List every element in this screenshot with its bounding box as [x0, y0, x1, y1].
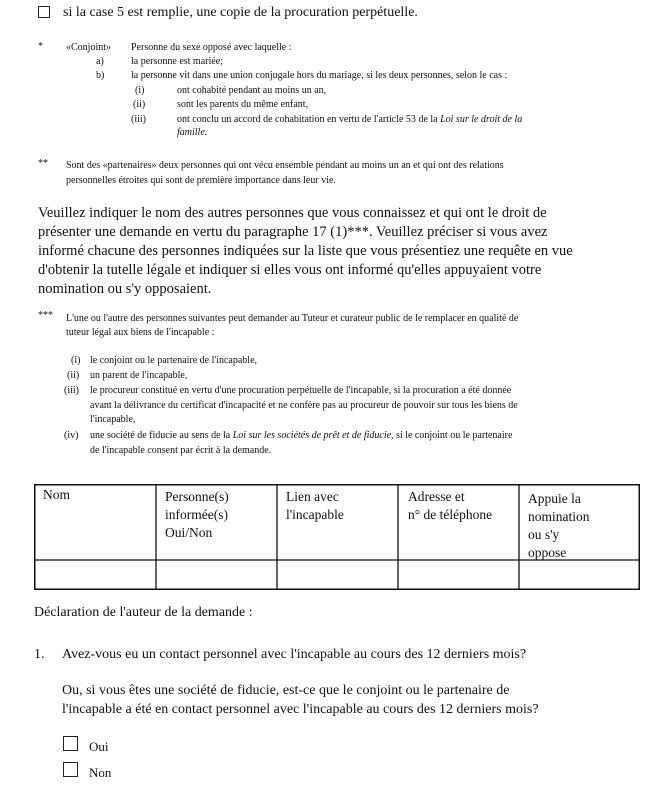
question-alt-line2: l'incapable a été en contact personnel avec l'incapable au cours des 12 derniers mois? — [62, 702, 539, 717]
def-iii-text: ont conclu un accord de cohabitation en vertu de l'article 53 de la Loi sur le droit de la — [177, 114, 523, 125]
col-header-nom: Nom — [43, 487, 70, 502]
def-b-text: la personne vit dans une union conjugale hors du mariage, si les deux personnes, selon le cas : — [131, 70, 508, 81]
instruction-line1: Veuillez indiquer le nom des autres personnes que vous connaissez et qui ont le droit de — [38, 205, 547, 221]
def-ii-label: (ii) — [133, 99, 146, 110]
def-term-conjoint: «Conjoint» — [66, 42, 112, 53]
note-iv-line2: de l'incapable consent par écrit à la demande. — [90, 445, 272, 456]
def-partenaires-marker: ** — [38, 158, 48, 169]
def-i-text: ont cohabité pendant au moins un an, — [177, 85, 327, 96]
def-conjoint-text: Personne du sexe opposé avec laquelle : — [131, 42, 292, 53]
def-i-label: (i) — [135, 85, 145, 96]
table-cell-lien[interactable] — [279, 562, 396, 588]
def-iii-italic: famille. — [177, 127, 208, 138]
col-header-adresse: Adresse et n° de téléphone — [408, 489, 493, 522]
instruction-line4: d'obtenir la tutelle légale et indiquer si elles vous ont informé qu'elles appuyaient votre — [38, 262, 542, 278]
note-iv-label: (iv) — [64, 430, 79, 441]
def-ii-text: sont les parents du même enfant, — [177, 99, 309, 110]
col-header-appuie: Appuie la nomination ou s'y oppose — [528, 491, 590, 560]
question-text: Avez-vous eu un contact personnel avec l'incapable au cours des 12 derniers mois? — [62, 647, 527, 662]
col-header-informees: Personne(s) informée(s) Oui/Non — [165, 489, 229, 540]
note-iii-line1: le procureur constitué en vertu d'une procuration perpétuelle de l'incapable, si la procuration a été donnée — [90, 385, 512, 396]
question-alt-line1: Ou, si vous êtes une société de fiducie, est-ce que le conjoint ou le partenaire de — [62, 683, 510, 698]
persons-table — [34, 484, 640, 590]
def-marker: * — [38, 41, 43, 52]
col-header-lien: Lien avec l'incapable — [286, 489, 344, 522]
def-a-label: a) — [96, 56, 104, 67]
instruction-line2: présenter une demande en vertu du paragraphe 17 (1)***. Veuillez préciser si vous avez — [38, 224, 548, 240]
note-iv-text: une société de fiducie au sens de la Loi sur les sociétés de prêt et de fiducie, si le conjoint ou le partenaire — [90, 430, 513, 441]
note-i-label: (i) — [71, 355, 81, 366]
def-b-label: b) — [96, 70, 105, 81]
table-cell-informees[interactable] — [158, 562, 275, 588]
def-partenaires-line2: personnelles étroites qui sont de première importance dans leur vie. — [66, 175, 336, 186]
note-i-text: le conjoint ou le partenaire de l'incapable, — [90, 355, 258, 366]
declaration-heading: Déclaration de l'auteur de la demande : — [34, 605, 253, 620]
note-ii-text: un parent de l'incapable, — [90, 370, 188, 381]
note-iii-label: (iii) — [64, 385, 79, 396]
oui-checkbox[interactable] — [63, 736, 78, 751]
instruction-line3: informé chacune des personnes indiquées sur la liste que vous présentiez une requête en vue — [38, 243, 573, 259]
top-item-text: si la case 5 est remplie, une copie de la procuration perpétuelle. — [63, 5, 418, 20]
note-line1: L'une ou l'autre des personnes suivantes peut demander au Tuteur et curateur public de le remplacer en qualité de — [66, 313, 519, 324]
table-cell-adresse[interactable] — [400, 562, 517, 588]
table-cell-appuie[interactable] — [521, 562, 638, 588]
note-iii-line2: avant la délivrance du certificat d'incapacité et ne confère pas au procureur de pouvoir sur tous les biens de — [90, 400, 518, 411]
note-marker: *** — [38, 310, 53, 321]
def-iii-label: (iii) — [131, 114, 146, 125]
note-iii-line3: l'incapable, — [90, 414, 136, 425]
copy-procuration-checkbox[interactable] — [38, 6, 50, 18]
instruction-line5: nomination ou s'y opposaient. — [38, 281, 212, 297]
question-number: 1. — [34, 647, 45, 662]
note-line2: tuteur légal aux biens de l'incapable : — [66, 327, 215, 338]
table-cell-nom[interactable] — [36, 562, 154, 588]
oui-label: Oui — [89, 739, 109, 754]
def-partenaires-line1: Sont des «partenaires» deux personnes qui ont vécu ensemble pendant au moins un an et qui ont des relations — [66, 160, 504, 171]
non-label: Non — [89, 765, 112, 780]
def-a-text: la personne est mariée; — [131, 56, 223, 67]
note-ii-label: (ii) — [67, 370, 80, 381]
non-checkbox[interactable] — [63, 762, 78, 777]
